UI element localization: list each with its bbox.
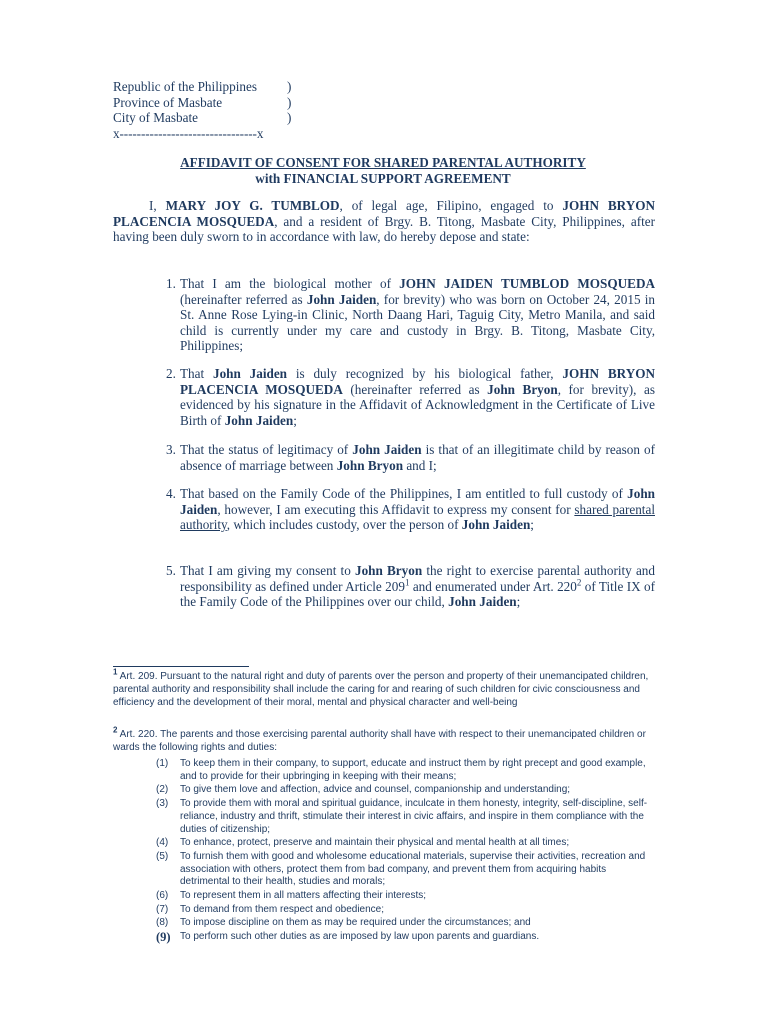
duty-item: (1) To keep them in their company, to support, educate and instruct them by right precept and good example, and to provide for their upbringing in keeping with their means; xyxy=(156,758,646,782)
footnote-2-duties-list xyxy=(113,758,658,946)
title-line-2: with FINANCIAL SUPPORT AGREEMENT xyxy=(255,170,511,186)
caption-city: City of Masbate xyxy=(113,110,198,126)
footnote-ref-1: 1 xyxy=(404,577,410,588)
footnote-divider xyxy=(113,666,249,667)
caption-republic: Republic of the Philippines xyxy=(113,79,257,94)
duty-item: (7) To demand from them respect and obedience; xyxy=(156,903,385,915)
duty-item: (4) To enhance, protect, preserve and maintain their physical and mental health at all times; xyxy=(156,837,570,849)
shared-parental-authority-text: shared parental authority xyxy=(180,501,655,533)
statement-item-1: 1. That I am the biological mother of JOHN JAIDEN TUMBLOD MOSQUEDA (hereinafter referred as John Jaiden, for brevity) who was born on October 24, 2015 in St. Anne Rose Lying-in Clinic, North Daang Hari, Taguig City, Metro Manila, and said child is currently under my care and custody in Brgy. B. Titong, Masbate City, Philippines; xyxy=(166,276,656,354)
affiant-name: MARY JOY G. TUMBLOD xyxy=(165,198,340,213)
statement-item-5: 5. That I am giving my consent to John Bryon the right to exercise parental authority and responsibility as defined under Article $209^1$ and enumerated under Art. $220^2$ of Title IX of the Family Code of the Philippines over our child, John Jaiden; xyxy=(166,563,655,610)
statement-item-2: 2. That John Jaiden is duly recognized by his biological father, JOHN BRYON PLACENCIA MOSQUEDA (hereinafter referred as John Bryon, for brevity), as evidenced by his signature in the Affidavit of Acknowledgment in the Certificate of Live Birth of John Jaiden; xyxy=(166,366,656,428)
title-line-1: AFFIDAVIT OF CONSENT FOR SHARED PARENTAL AUTHORITY xyxy=(180,155,586,170)
footnote-ref-2: 2 xyxy=(576,577,582,588)
duty-item: (6) To represent them in all matters affecting their interests; xyxy=(156,889,427,901)
footnote-1: $^1$ Art. 209. Pursuant to the natural right and duty of parents over the person and property of their unemancipated children, parental authority and responsibility shall include the caring for and rearing of such children for civic consciousness and efficiency and the development of their moral, mental and physical character and well-being xyxy=(113,667,649,709)
venue-caption: Republic of the Philippines ) Province of Masbate ) City of Masbate ) x--------------------------------x xyxy=(113,79,292,141)
footnote-2: $^2$ Art. 220. The parents and those exercising parental authority shall have with respect to their unemancipated children or wards the following rights and duties: xyxy=(113,725,646,754)
duty-item: (9) To perform such other duties as are imposed by law upon parents and guardians. xyxy=(156,929,540,944)
duty-item: (2) To give them love and affection, advice and counsel, companionship and understanding; xyxy=(156,784,571,796)
duty-item: (5) To furnish them with good and wholesome educational materials, supervise their activities, recreation and association with others, protect them from bad company, and prevent them from acquiring habits detrimental to their health, studies and morals; xyxy=(156,850,646,888)
statement-item-4: 4. That based on the Family Code of the Philippines, I am entitled to full custody of John Jaiden, however, I am executing this Affidavit to express my consent for shared parental authority, which includes custody, over the person of John Jaiden; xyxy=(166,486,655,533)
duty-item: (8) To impose discipline on them as may be required under the circumstances; and xyxy=(156,917,531,929)
statement-item-3: 3. That the status of legitimacy of John Jaiden is that of an illegitimate child by reason of absence of marriage between John Bryon and I; xyxy=(166,442,655,473)
caption-separator: x--------------------------------x xyxy=(113,125,264,141)
caption-province: Province of Masbate xyxy=(113,94,223,110)
intro-paragraph: I, MARY JOY G. TUMBLOD, of legal age, Filipino, engaged to JOHN BRYON PLACENCIA MOSQUEDA, and a resident of Brgy. B. Titong, Masbate City, Philippines, after having been duly sworn to in accordance with law, do hereby depose and state: xyxy=(113,198,655,245)
duty-item: (3) To provide them with moral and spiritual guidance, inculcate in them honesty, integrity, self-discipline, self-reliance, industry and thrift, stimulate their interest in civic affairs, and inspire in them compliance with the duties of citizenship; xyxy=(156,797,648,835)
partner-name: JOHN BRYON PLACENCIA MOSQUEDA xyxy=(113,198,655,229)
document-title xyxy=(113,155,653,186)
